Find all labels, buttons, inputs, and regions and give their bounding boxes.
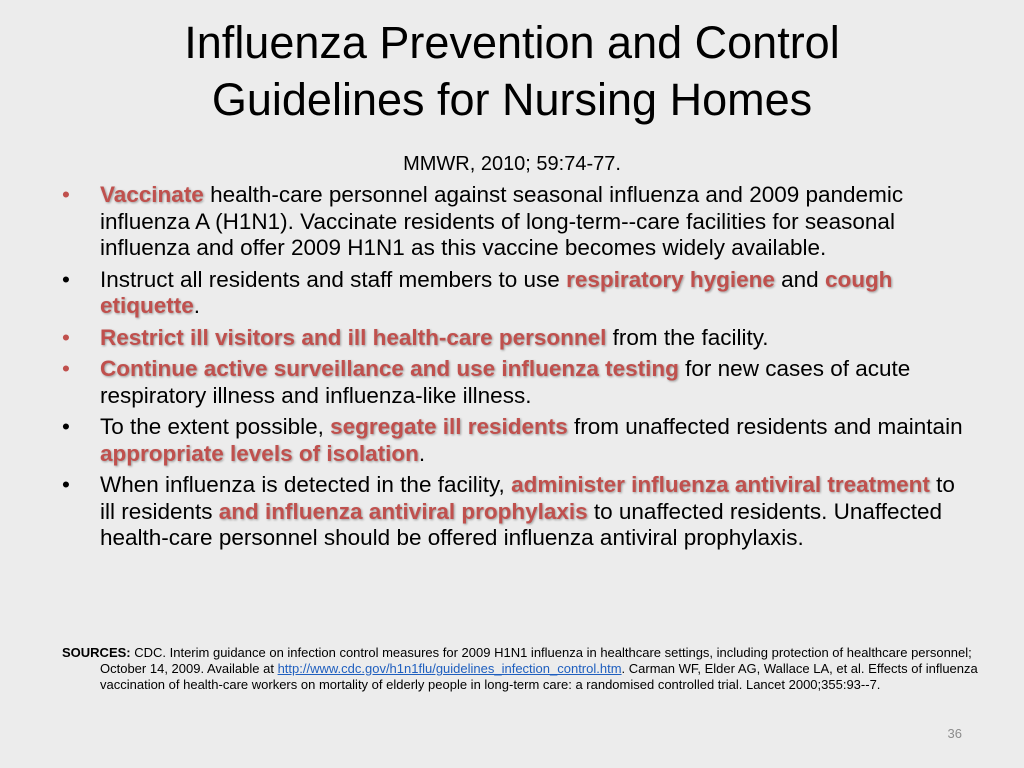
bullet-text: for new cases of acute respiratory illness and influenza-like illness. (100, 356, 911, 408)
bullet-item (62, 182, 967, 262)
bullet-text: To the extent possible, (100, 414, 331, 439)
bullet-text: . (418, 440, 426, 466)
title-line-2: Guidelines for Nursing Homes (211, 74, 813, 125)
bullet-text: from unaffected residents and maintain (567, 414, 963, 439)
bullet-dot-icon: • (62, 266, 70, 292)
bullet-dot-icon: • (62, 414, 70, 439)
cdc-guidelines-link[interactable]: http://www.cdc.gov/h1n1flu/guidelines_infection_control.htm (277, 661, 622, 676)
bullet-dot-icon: • (62, 356, 70, 381)
emphasized-text: administer influenza antiviral treatment (511, 472, 930, 497)
emphasized-text: Continue active surveillance and use influenza testing (100, 356, 679, 381)
bullet-dot-icon: • (62, 472, 70, 497)
sources-text-after-link: . Carman WF, Elder AG, Wallace LA, et al. Effects of influenza vaccination of health-care workers on mortality of elderly people in long-term care: a randomised controlled trial. Lancet 2000;355:93--7. (100, 661, 978, 692)
bullet-text: . (193, 293, 201, 318)
sources-text-before-link: CDC. Interim guidance on infection control measures for 2009 H1N1 influenza in healthcare settings, including protection of healthcare personnel; October 14, 2009. Available at (100, 645, 972, 676)
emphasized-text: cough etiquette (100, 266, 893, 318)
bullet-item (62, 356, 967, 409)
bullet-item (62, 472, 967, 552)
bullet-list (62, 182, 967, 557)
sources-footnote (62, 645, 1000, 693)
emphasized-text: respiratory hygiene (566, 266, 775, 292)
bullet-text: and (774, 266, 825, 292)
bullet-item (62, 325, 967, 352)
citation-subtitle: MMWR, 2010; 59:74-77. (403, 153, 621, 175)
title-line-1: Influenza Prevention and Control (184, 17, 840, 68)
emphasized-text: appropriate levels of isolation (100, 440, 419, 466)
bullet-text: health-care personnel against seasonal influenza and 2009 pandemic influenza A (H1N1). Vaccinate residents of long-term--care facilities for seasonal influenza and offer 2009 H1N1 as this vaccine becomes widely available. (100, 182, 904, 260)
bullet-dot-icon: • (62, 324, 70, 350)
emphasized-text: segregate ill residents (330, 414, 568, 439)
slide-title (60, 14, 964, 128)
bullet-text: from the facility. (606, 324, 769, 350)
emphasized-text: Restrict ill visitors and ill health-care personnel (100, 324, 607, 350)
emphasized-text: and influenza antiviral prophylaxis (218, 498, 588, 524)
bullet-dot-icon: • (62, 182, 70, 207)
sources-label: SOURCES: (62, 645, 131, 660)
emphasized-text: Vaccinate (100, 182, 204, 207)
bullet-item (62, 414, 967, 467)
bullet-text: When influenza is detected in the facility, (100, 472, 512, 497)
bullet-text: Instruct all residents and staff members to use (100, 266, 567, 292)
bullet-text: to ill residents (100, 472, 955, 524)
bullet-text: to unaffected residents. Unaffected health-care personnel should be offered influenza antiviral prophylaxis. (100, 498, 943, 550)
bullet-item (62, 267, 967, 320)
page-number: 36 (947, 726, 962, 741)
